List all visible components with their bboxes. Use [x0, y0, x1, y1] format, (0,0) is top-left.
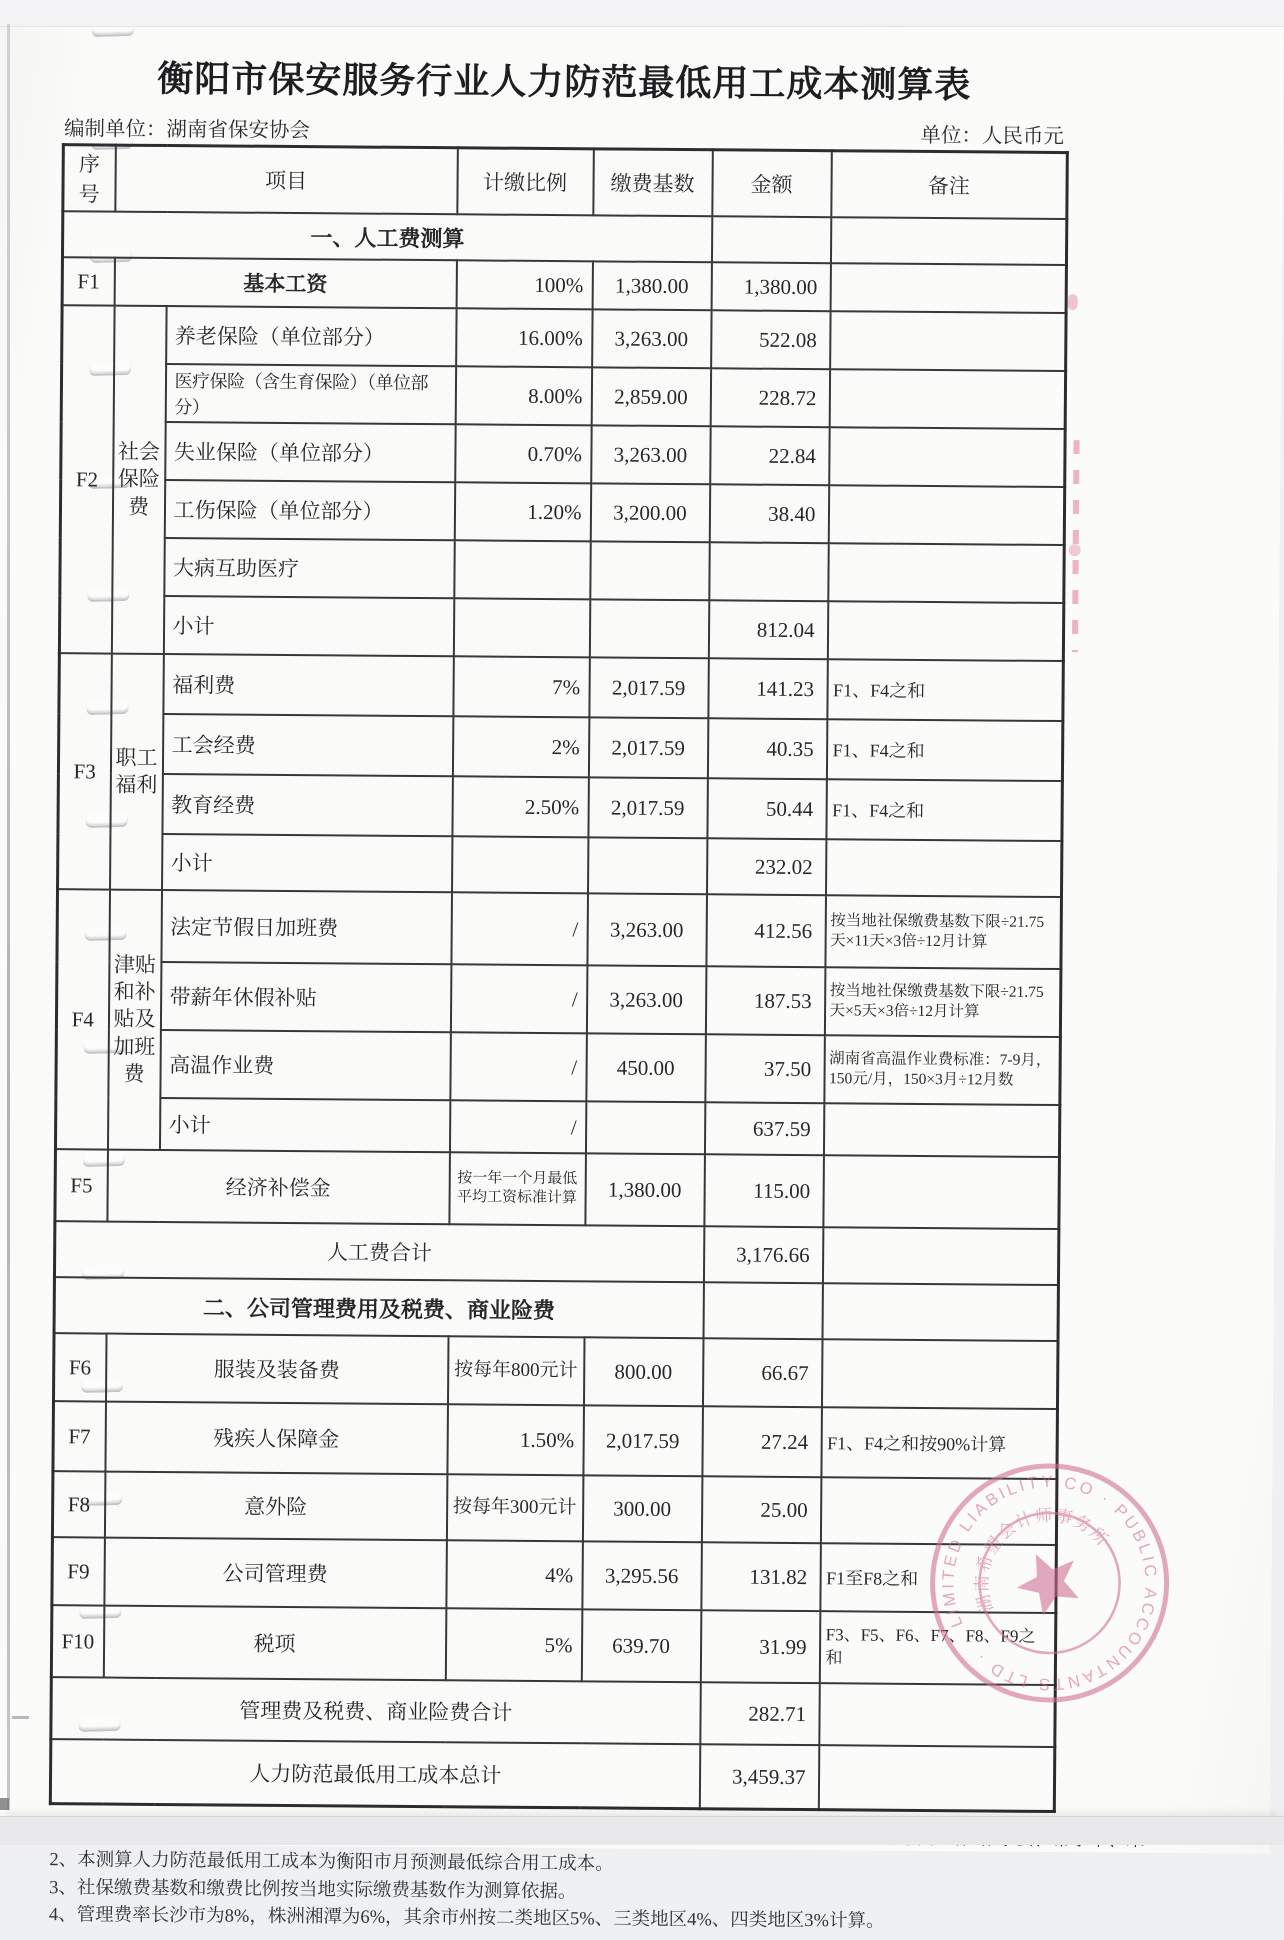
header-row	[63, 145, 1067, 219]
cell-ratio: 0.70%	[455, 424, 591, 483]
cell-amount: 187.53	[705, 966, 825, 1035]
cell-remark: F1、F4之和	[827, 659, 1063, 721]
cell-remark	[829, 427, 1065, 487]
cell-group-label: 津贴和补贴及加班费	[107, 890, 161, 1150]
col-header-remark: 备注	[831, 151, 1068, 219]
col-header-no: 序号	[63, 145, 116, 212]
margin-dash-artifact	[12, 1716, 29, 1719]
cell-remark	[830, 311, 1066, 371]
cell-remark	[827, 601, 1063, 661]
row-f3-subtotal	[58, 833, 1062, 897]
cell-remark: F1、F4之和	[826, 779, 1062, 841]
cell-amount: 37.50	[705, 1034, 825, 1103]
cell-amount: 3,459.37	[699, 1744, 819, 1809]
cell-item: 工伤保险（单位部分）	[164, 480, 454, 540]
cell-item: 税项	[103, 1606, 446, 1681]
row-f2-pension	[62, 305, 1066, 371]
cell-empty	[830, 217, 1066, 265]
cell-base: 300.00	[582, 1475, 702, 1542]
footnote-4: 4、管理费率长沙市为8%，株洲湘潭为6%，其余市州按二类地区5%、三类地区4%、四类地区3%计算。	[48, 1905, 885, 1932]
cell-no: F9	[52, 1537, 105, 1605]
cell-item: 公司管理费	[104, 1538, 447, 1609]
cell-item: 小计	[162, 834, 452, 892]
cell-group-label: 职工福利	[110, 654, 164, 890]
cell-remark	[821, 1339, 1058, 1409]
photo-background-top	[0, 0, 1284, 27]
cell-ratio: 按一年一个月最低平均工资标准计算	[449, 1152, 586, 1225]
cell-remark: F1至F8之和	[820, 1543, 1057, 1613]
cell-remark	[829, 369, 1065, 429]
row-f3-education	[58, 773, 1062, 841]
cell-amount: 50.44	[707, 778, 826, 839]
cell-ratio: /	[449, 1100, 585, 1153]
cell-base: 3,200.00	[590, 483, 709, 542]
cell-base: 2,859.00	[591, 367, 710, 426]
cell-item: 养老保险（单位部分）	[166, 306, 456, 366]
cell-amount: 282.71	[700, 1682, 819, 1745]
cell-item: 基本工资	[114, 258, 456, 309]
row-f5-compensation	[55, 1149, 1060, 1229]
cell-remark	[825, 839, 1061, 897]
row-f2-injury	[60, 479, 1064, 545]
prepared-by-label: 编制单位：湖南省保安协会	[63, 118, 311, 143]
cell-ratio: 100%	[456, 260, 592, 309]
stamp-english-text: LIMITED LIABILITY CO · PUBLIC ACCOUNTANTS LTD ·	[939, 1472, 1160, 1694]
cell-total-label: 人力防范最低用工成本总计	[50, 1739, 699, 1809]
cell-amount: 3,176.66	[703, 1226, 822, 1283]
page-title: 衡阳市保安服务行业人力防范最低用工成本测算表	[157, 58, 972, 106]
cell-ratio: 按每年300元计	[446, 1474, 583, 1541]
row-f2-subtotal	[59, 595, 1063, 661]
row-mgmt-total	[51, 1677, 1055, 1747]
row-f4-subtotal	[55, 1097, 1059, 1157]
cell-base: 800.00	[583, 1337, 703, 1406]
photo-background-bottom	[0, 1816, 1284, 1845]
cell-amount: 1,380.00	[711, 262, 830, 311]
cell-no: F8	[52, 1471, 105, 1537]
stamp-chinese-text: 湖南希望会计师事务所	[972, 1505, 1113, 1615]
cell-remark	[823, 1155, 1060, 1229]
currency-unit-label: 单位：人民币元	[920, 124, 1065, 149]
cell-amount: 38.40	[709, 484, 828, 543]
row-f4-high-temp	[56, 1029, 1061, 1105]
cell-no: F3	[58, 653, 112, 889]
cell-base: 1,380.00	[585, 1153, 705, 1226]
cell-item: 工会经费	[162, 714, 452, 776]
section-row-mgmt	[54, 1277, 1058, 1341]
row-f3-welfare	[59, 653, 1063, 721]
ink-smudge	[1068, 294, 1078, 310]
cell-amount: 141.23	[708, 658, 827, 719]
col-header-base: 缴费基数	[593, 149, 713, 216]
cell-remark: F3、F5、F6、F7、F8、F9之和	[819, 1611, 1056, 1685]
section-row-labor	[62, 211, 1066, 265]
cell-item: 福利费	[163, 654, 453, 716]
cell-remark: 按当地社保缴费基数下限÷21.75天×11天×3倍÷12月计算	[825, 895, 1062, 969]
cell-ratio: 5%	[445, 1608, 582, 1681]
cell-amount: 412.56	[706, 894, 826, 967]
cell-ratio: 1.50%	[447, 1404, 584, 1475]
row-grand-total	[50, 1739, 1054, 1811]
cell-amount	[709, 542, 828, 601]
cell-remark	[823, 1103, 1059, 1157]
cell-base: 1,380.00	[592, 261, 711, 310]
cell-ratio: 4%	[446, 1540, 583, 1609]
cell-no: F6	[53, 1333, 106, 1401]
cell-ratio: 8.00%	[455, 366, 591, 425]
cell-no: F5	[55, 1149, 108, 1221]
cell-remark	[822, 1227, 1058, 1285]
cell-ratio: /	[450, 964, 587, 1033]
cell-item: 法定节假日加班费	[161, 890, 452, 964]
cell-remark	[828, 485, 1064, 545]
stamp-star-icon	[1007, 1540, 1089, 1620]
cell-group-label: 社会保险费	[111, 306, 166, 654]
cell-item: 经济补偿金	[107, 1150, 450, 1225]
cell-empty	[703, 1282, 822, 1339]
cell-item: 失业保险（单位部分）	[165, 422, 455, 482]
cell-base: 450.00	[586, 1033, 706, 1102]
cell-item: 医疗保险（含生育保险）（单位部分）	[165, 364, 455, 424]
row-f4-paid-leave	[56, 961, 1061, 1037]
col-header-item: 项目	[115, 145, 458, 214]
cell-remark	[830, 263, 1066, 313]
cell-item: 高温作业费	[160, 1030, 451, 1100]
cell-base: 2,017.59	[588, 717, 707, 778]
section-label: 一、人工费测算	[62, 211, 711, 262]
cell-base: 2,017.59	[589, 657, 708, 718]
cell-base: 3,263.00	[586, 965, 706, 1034]
meta-row	[64, 111, 1064, 149]
footnote-2: 2、本测算人力防范最低用工成本为衡阳市月预测最低综合用工成本。	[49, 1849, 614, 1875]
cell-item: 意外险	[104, 1472, 447, 1541]
row-f2-unemployment	[61, 421, 1065, 487]
cell-item: 教育经费	[162, 774, 452, 836]
cell-base	[588, 837, 707, 894]
cell-remark: F1、F4之和按90%计算	[821, 1407, 1058, 1479]
cell-ratio	[454, 540, 590, 599]
cell-item: 服装及装备费	[105, 1334, 448, 1405]
cell-empty	[822, 1283, 1058, 1341]
cell-base	[585, 1101, 704, 1154]
cell-ratio: /	[451, 892, 588, 965]
cell-amount: 31.99	[700, 1610, 820, 1683]
row-f3-union	[58, 713, 1062, 781]
ink-smudge	[1069, 544, 1081, 556]
cell-amount: 131.82	[701, 1542, 821, 1611]
page-corner-artifact	[0, 1798, 9, 1810]
cell-ratio: 2.50%	[452, 776, 588, 837]
cell-base: 3,295.56	[582, 1541, 702, 1610]
cell-empty	[711, 216, 830, 263]
cell-no: F1	[62, 257, 114, 305]
cell-no: F4	[55, 889, 109, 1149]
cell-total-label: 管理费及税费、商业险费合计	[51, 1677, 700, 1744]
cell-amount: 812.04	[708, 600, 827, 659]
section-label: 二、公司管理费用及税费、商业险费	[54, 1277, 703, 1338]
cell-item: 大病互助医疗	[164, 538, 454, 598]
cell-base: 639.70	[581, 1609, 701, 1682]
cell-amount: 22.84	[710, 426, 829, 485]
col-header-amount: 金额	[712, 150, 832, 217]
cell-item: 带薪年休假补贴	[160, 962, 451, 1032]
cell-item: 小计	[159, 1098, 449, 1152]
cell-item: 小计	[163, 596, 453, 656]
cell-amount: 115.00	[704, 1154, 824, 1227]
cell-amount: 25.00	[701, 1476, 821, 1543]
row-f6-uniform	[53, 1333, 1058, 1409]
cell-remark: 按当地社保缴费基数下限÷21.75天×5天×3倍÷12月计算	[824, 967, 1061, 1037]
cell-base: 2,017.59	[588, 777, 707, 838]
cell-ratio	[452, 836, 588, 893]
cell-base: 3,263.00	[592, 309, 711, 368]
row-f2-serious-illness	[60, 537, 1064, 603]
cell-total-label: 人工费合计	[54, 1221, 703, 1282]
cell-amount: 522.08	[711, 310, 830, 369]
cell-no: F10	[51, 1605, 104, 1677]
cell-ratio: /	[450, 1032, 587, 1101]
cell-base: 2,017.59	[583, 1405, 703, 1476]
cell-base	[589, 599, 708, 658]
page-left-edge-shadow	[7, 24, 10, 1810]
col-header-ratio: 计缴比例	[457, 148, 594, 216]
cell-ratio: 按每年800元计	[447, 1336, 584, 1405]
cell-amount: 228.72	[710, 368, 829, 427]
row-f2-medical	[61, 363, 1065, 429]
cell-amount: 66.67	[702, 1338, 822, 1407]
cell-no: F7	[53, 1401, 106, 1471]
row-labor-total	[54, 1221, 1058, 1285]
cell-remark	[828, 543, 1064, 603]
row-f7-disability-fund	[53, 1401, 1058, 1479]
row-f1	[62, 257, 1066, 313]
cell-base: 3,263.00	[591, 425, 710, 484]
cell-base: 3,263.00	[587, 893, 707, 966]
cell-remark: 湖南省高温作业费标准：7-9月，150元/月，150×3月÷12月数	[824, 1035, 1061, 1105]
cell-base	[590, 541, 709, 600]
cell-amount: 232.02	[706, 838, 825, 895]
row-f4-holiday-overtime	[57, 889, 1062, 969]
cell-ratio: 7%	[453, 656, 589, 717]
cell-amount: 40.35	[707, 718, 826, 779]
cell-amount: 27.24	[702, 1406, 822, 1477]
cell-remark: F1、F4之和	[826, 719, 1062, 781]
cell-amount: 637.59	[704, 1102, 823, 1155]
cell-item: 残疾人保障金	[105, 1402, 448, 1475]
cell-ratio: 1.20%	[454, 482, 590, 541]
cell-ratio: 2%	[452, 716, 588, 777]
cell-no: F2	[59, 305, 114, 653]
cell-ratio	[453, 598, 589, 657]
footnote-3: 3、社保缴费基数和缴费比例按当地实际缴费基数作为测算依据。	[49, 1877, 577, 1902]
cell-ratio: 16.00%	[456, 308, 592, 367]
